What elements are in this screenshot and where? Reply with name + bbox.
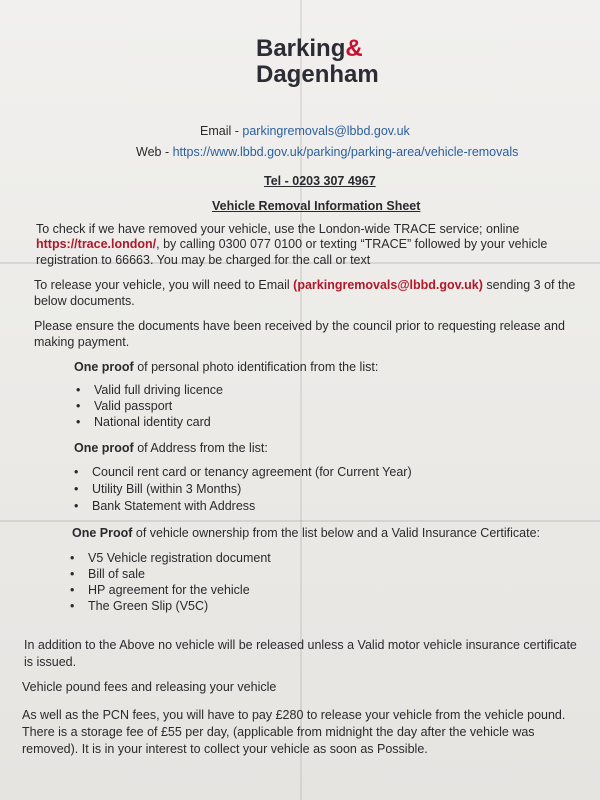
release-line-2: below documents. (34, 294, 135, 308)
list-item: • National identity card (76, 415, 211, 429)
list-item: • HP agreement for the vehicle (70, 583, 250, 597)
release-email[interactable]: (parkingremovals@lbbd.gov.uk) (293, 278, 483, 292)
list-item: • The Green Slip (V5C) (70, 599, 209, 613)
council-logo (256, 36, 379, 88)
email-link[interactable]: parkingremovals@lbbd.gov.uk (242, 124, 410, 138)
intro-line-1: To check if we have removed your vehicle, use the London-wide TRACE service; online (36, 222, 520, 236)
intro-line-3: registration to 66663. You may be charged for the call or text (36, 253, 371, 267)
logo-word-2: Dagenham (256, 61, 379, 88)
fees-line-3: removed). It is in your interest to collect your vehicle as soon as Possible. (22, 742, 428, 756)
list-item: • Valid passport (76, 399, 173, 413)
release-pre: To release your vehicle, you will need to Email (34, 278, 294, 292)
ensure-line-1: Please ensure the documents have been received by the council prior to requesting release and (34, 319, 565, 333)
section-2-heading-bold: One proof (74, 441, 134, 455)
list-item: • Bill of sale (70, 567, 145, 581)
web-line (136, 145, 518, 159)
section-3-heading (72, 526, 540, 540)
fees-line-2: There is a storage fee of £55 per day, (applicable from midnight the day after the vehicle was (22, 725, 535, 739)
email-label: Email - (200, 124, 243, 138)
section-1-heading (74, 360, 378, 374)
sheet-title: Vehicle Removal Information Sheet (212, 199, 421, 213)
web-link[interactable]: https://www.lbbd.gov.uk/parking/parking-area/vehicle-removals (172, 145, 519, 159)
insurance-line-2: is issued. (24, 655, 77, 669)
list-item: • Council rent card or tenancy agreement (for Current Year) (74, 465, 412, 479)
intro-line-2 (36, 237, 547, 251)
pound-fees-heading: Vehicle pound fees and releasing your vehicle (22, 680, 277, 694)
web-label: Web - (136, 145, 173, 159)
section-1-heading-bold: One proof (74, 360, 134, 374)
list-item: • Utility Bill (within 3 Months) (74, 482, 242, 496)
list-item: • V5 Vehicle registration document (70, 551, 271, 565)
section-1-heading-rest: of personal photo identification from the list: (133, 360, 379, 374)
fold-crease (300, 0, 302, 800)
list-item: • Bank Statement with Address (74, 499, 256, 513)
ensure-line-2: making payment. (34, 335, 130, 349)
list-item: • Valid full driving licence (76, 383, 223, 397)
section-2-heading (74, 441, 268, 455)
telephone: Tel - 0203 307 4967 (264, 174, 376, 188)
section-3-heading-bold: One Proof (72, 526, 133, 540)
trace-link[interactable]: https://trace.london/ (36, 237, 157, 251)
section-2-heading-rest: of Address from the list: (133, 441, 268, 455)
release-line-1 (34, 278, 575, 292)
logo-ampersand: & (345, 35, 363, 62)
intro-line-2-rest: , by calling 0300 077 0100 or texting “TRACE” followed by your vehicle (156, 237, 548, 251)
section-3-heading-rest: of vehicle ownership from the list below and a Valid Insurance Certificate: (132, 526, 541, 540)
insurance-line-1: In addition to the Above no vehicle will be released unless a Valid motor vehicle insurance certificate (24, 638, 577, 652)
fees-line-1: As well as the PCN fees, you will have to pay £280 to release your vehicle from the vehicle pound. (22, 708, 566, 722)
release-post: sending 3 of the (482, 278, 576, 292)
logo-word-1: Barking (256, 35, 346, 62)
email-line (200, 124, 410, 138)
